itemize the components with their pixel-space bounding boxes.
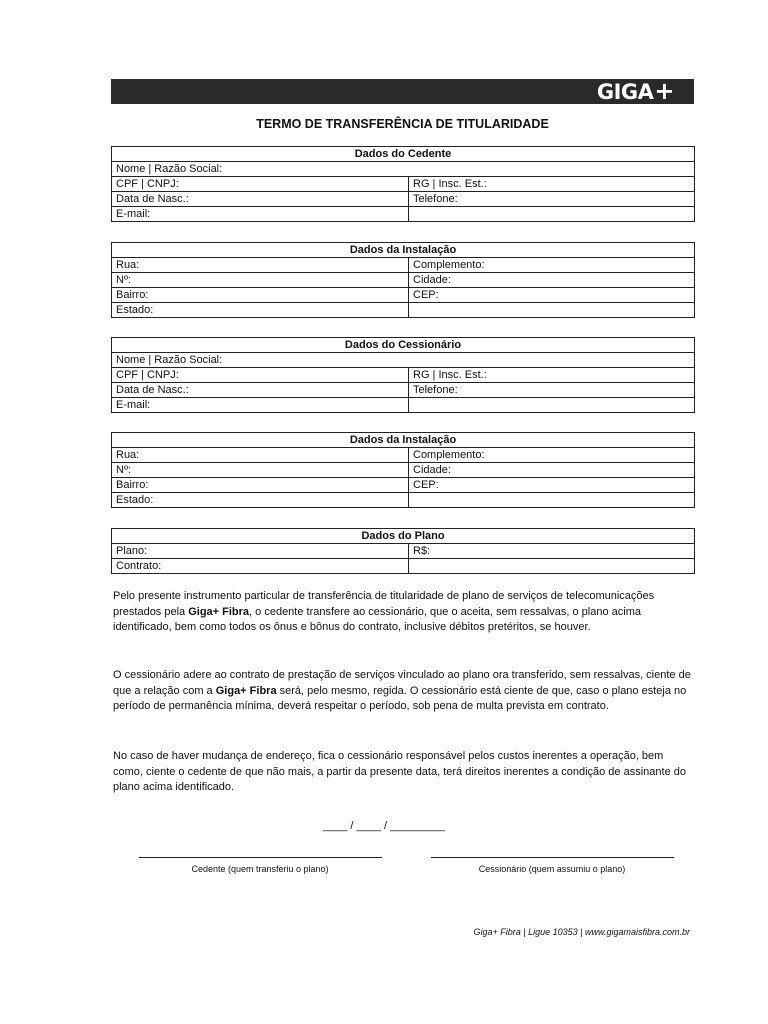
instalacao1-rua-field[interactable]: Rua: [112, 258, 409, 273]
paragraph-1-end: , o cedente transfere ao cessionário, que o aceita, sem ressalvas, o plano acima identificado, bem como todos os ônus e bônus do contrato, inclusive débitos pretéritos, se houver. [113, 605, 641, 634]
cessionario-table [111, 337, 695, 413]
instalacao2-heading: Dados da Instalação [112, 433, 695, 448]
cessionario-rg-field[interactable]: RG | Insc. Est.: [409, 368, 695, 383]
cedente-cpf-field[interactable]: CPF | CNPJ: [112, 177, 409, 192]
instalacao1-bairro-field[interactable]: Bairro: [112, 288, 409, 303]
instalacao2-numero-field[interactable]: Nº: [112, 463, 409, 478]
header-bar [111, 77, 694, 110]
instalacao1-numero-field[interactable]: Nº: [112, 273, 409, 288]
cedente-empty-cell [409, 207, 695, 222]
logo-sub: FIBRA [642, 104, 664, 110]
instalacao1-table [111, 242, 695, 318]
cessionario-telefone-field[interactable]: Telefone: [409, 383, 695, 398]
plano-empty-cell [409, 559, 695, 574]
cessionario-email-field[interactable]: E-mail: [112, 398, 409, 413]
plano-valor-field[interactable]: R$: [409, 544, 695, 559]
cessionario-heading: Dados do Cessionário [112, 338, 695, 353]
instalacao2-cidade-field[interactable]: Cidade: [409, 463, 695, 478]
cessionario-nome-field[interactable]: Nome | Razão Social: [112, 353, 695, 368]
brand-logo [596, 77, 674, 110]
instalacao1-heading: Dados da Instalação [112, 243, 695, 258]
paragraph-2 [113, 668, 693, 715]
signature-cessionario[interactable] [427, 857, 677, 874]
instalacao2-estado-field[interactable]: Estado: [112, 493, 409, 508]
logo-plus: + [654, 77, 674, 105]
instalacao1-cep-field[interactable]: CEP: [409, 288, 695, 303]
cessionario-cpf-field[interactable]: CPF | CNPJ: [112, 368, 409, 383]
instalacao2-bairro-field[interactable]: Bairro: [112, 478, 409, 493]
cedente-nasc-field[interactable]: Data de Nasc.: [112, 192, 409, 207]
cessionario-nasc-field[interactable]: Data de Nasc.: [112, 383, 409, 398]
date-field[interactable]: ____ / ____ / _________ [322, 820, 446, 832]
instalacao2-table [111, 432, 695, 508]
instalacao2-empty-cell [409, 493, 695, 508]
logo-text: GIGA [596, 80, 654, 104]
paragraph-3: No caso de haver mudança de endereço, fica o cessionário responsável pelos custos inerentes a operação, bem como, ciente o cedente de que não mais, a partir da presente data, terá direitos inerentes a condição de assinante do plano acima identificado. [113, 750, 686, 794]
instalacao1-cidade-field[interactable]: Cidade: [409, 273, 695, 288]
signature-line [431, 857, 674, 858]
signature-cessionario-label: Cessionário (quem assumiu o plano) [478, 864, 626, 874]
brand-name: Giga+ Fibra [188, 605, 250, 618]
plano-field[interactable]: Plano: [112, 544, 409, 559]
brand-name: Giga+ Fibra [215, 684, 277, 697]
instalacao2-cep-field[interactable]: CEP: [409, 478, 695, 493]
instalacao2-rua-field[interactable]: Rua: [112, 448, 409, 463]
plano-table [111, 528, 695, 574]
footer-text: Giga+ Fibra | Ligue 10353 | www.gigamaisfibra.com.br [473, 927, 690, 937]
instalacao1-complemento-field[interactable]: Complemento: [409, 258, 695, 273]
cedente-heading: Dados do Cedente [112, 147, 695, 162]
document-title: TERMO DE TRANSFERÊNCIA DE TITULARIDADE [256, 117, 549, 131]
paragraph-1-start: Pelo presente instrumento particular de transferência de titularidade de plano de serviços de telecomunicações prestados pela [113, 590, 655, 618]
cessionario-empty-cell [409, 398, 695, 413]
cedente-rg-field[interactable]: RG | Insc. Est.: [409, 177, 695, 192]
paragraph-2-start: O cessionário adere ao contrato de prestação de serviços vinculado ao plano ora transferido, sem ressalvas, ciente de que a relação com a [113, 669, 691, 697]
plano-contrato-field[interactable]: Contrato: [112, 559, 409, 574]
paragraph-2-end: será, pelo mesmo, regida. O cessionário está ciente de que, caso o plano esteja no período de permanência mínima, deverá respeitar o período, sob pena de multa prevista em contrato. [113, 684, 687, 713]
signature-cedente[interactable] [135, 857, 385, 874]
instalacao2-complemento-field[interactable]: Complemento: [409, 448, 695, 463]
plano-heading: Dados do Plano [112, 529, 695, 544]
cedente-email-field[interactable]: E-mail: [112, 207, 409, 222]
cedente-table [111, 146, 695, 222]
signature-cedente-label: Cedente (quem transferiu o plano) [191, 864, 329, 874]
instalacao1-estado-field[interactable]: Estado: [112, 303, 409, 318]
cedente-telefone-field[interactable]: Telefone: [409, 192, 695, 207]
instalacao1-empty-cell [409, 303, 695, 318]
paragraph-1 [113, 589, 693, 636]
cedente-nome-field[interactable]: Nome | Razão Social: [112, 162, 695, 177]
signature-line [139, 857, 382, 858]
